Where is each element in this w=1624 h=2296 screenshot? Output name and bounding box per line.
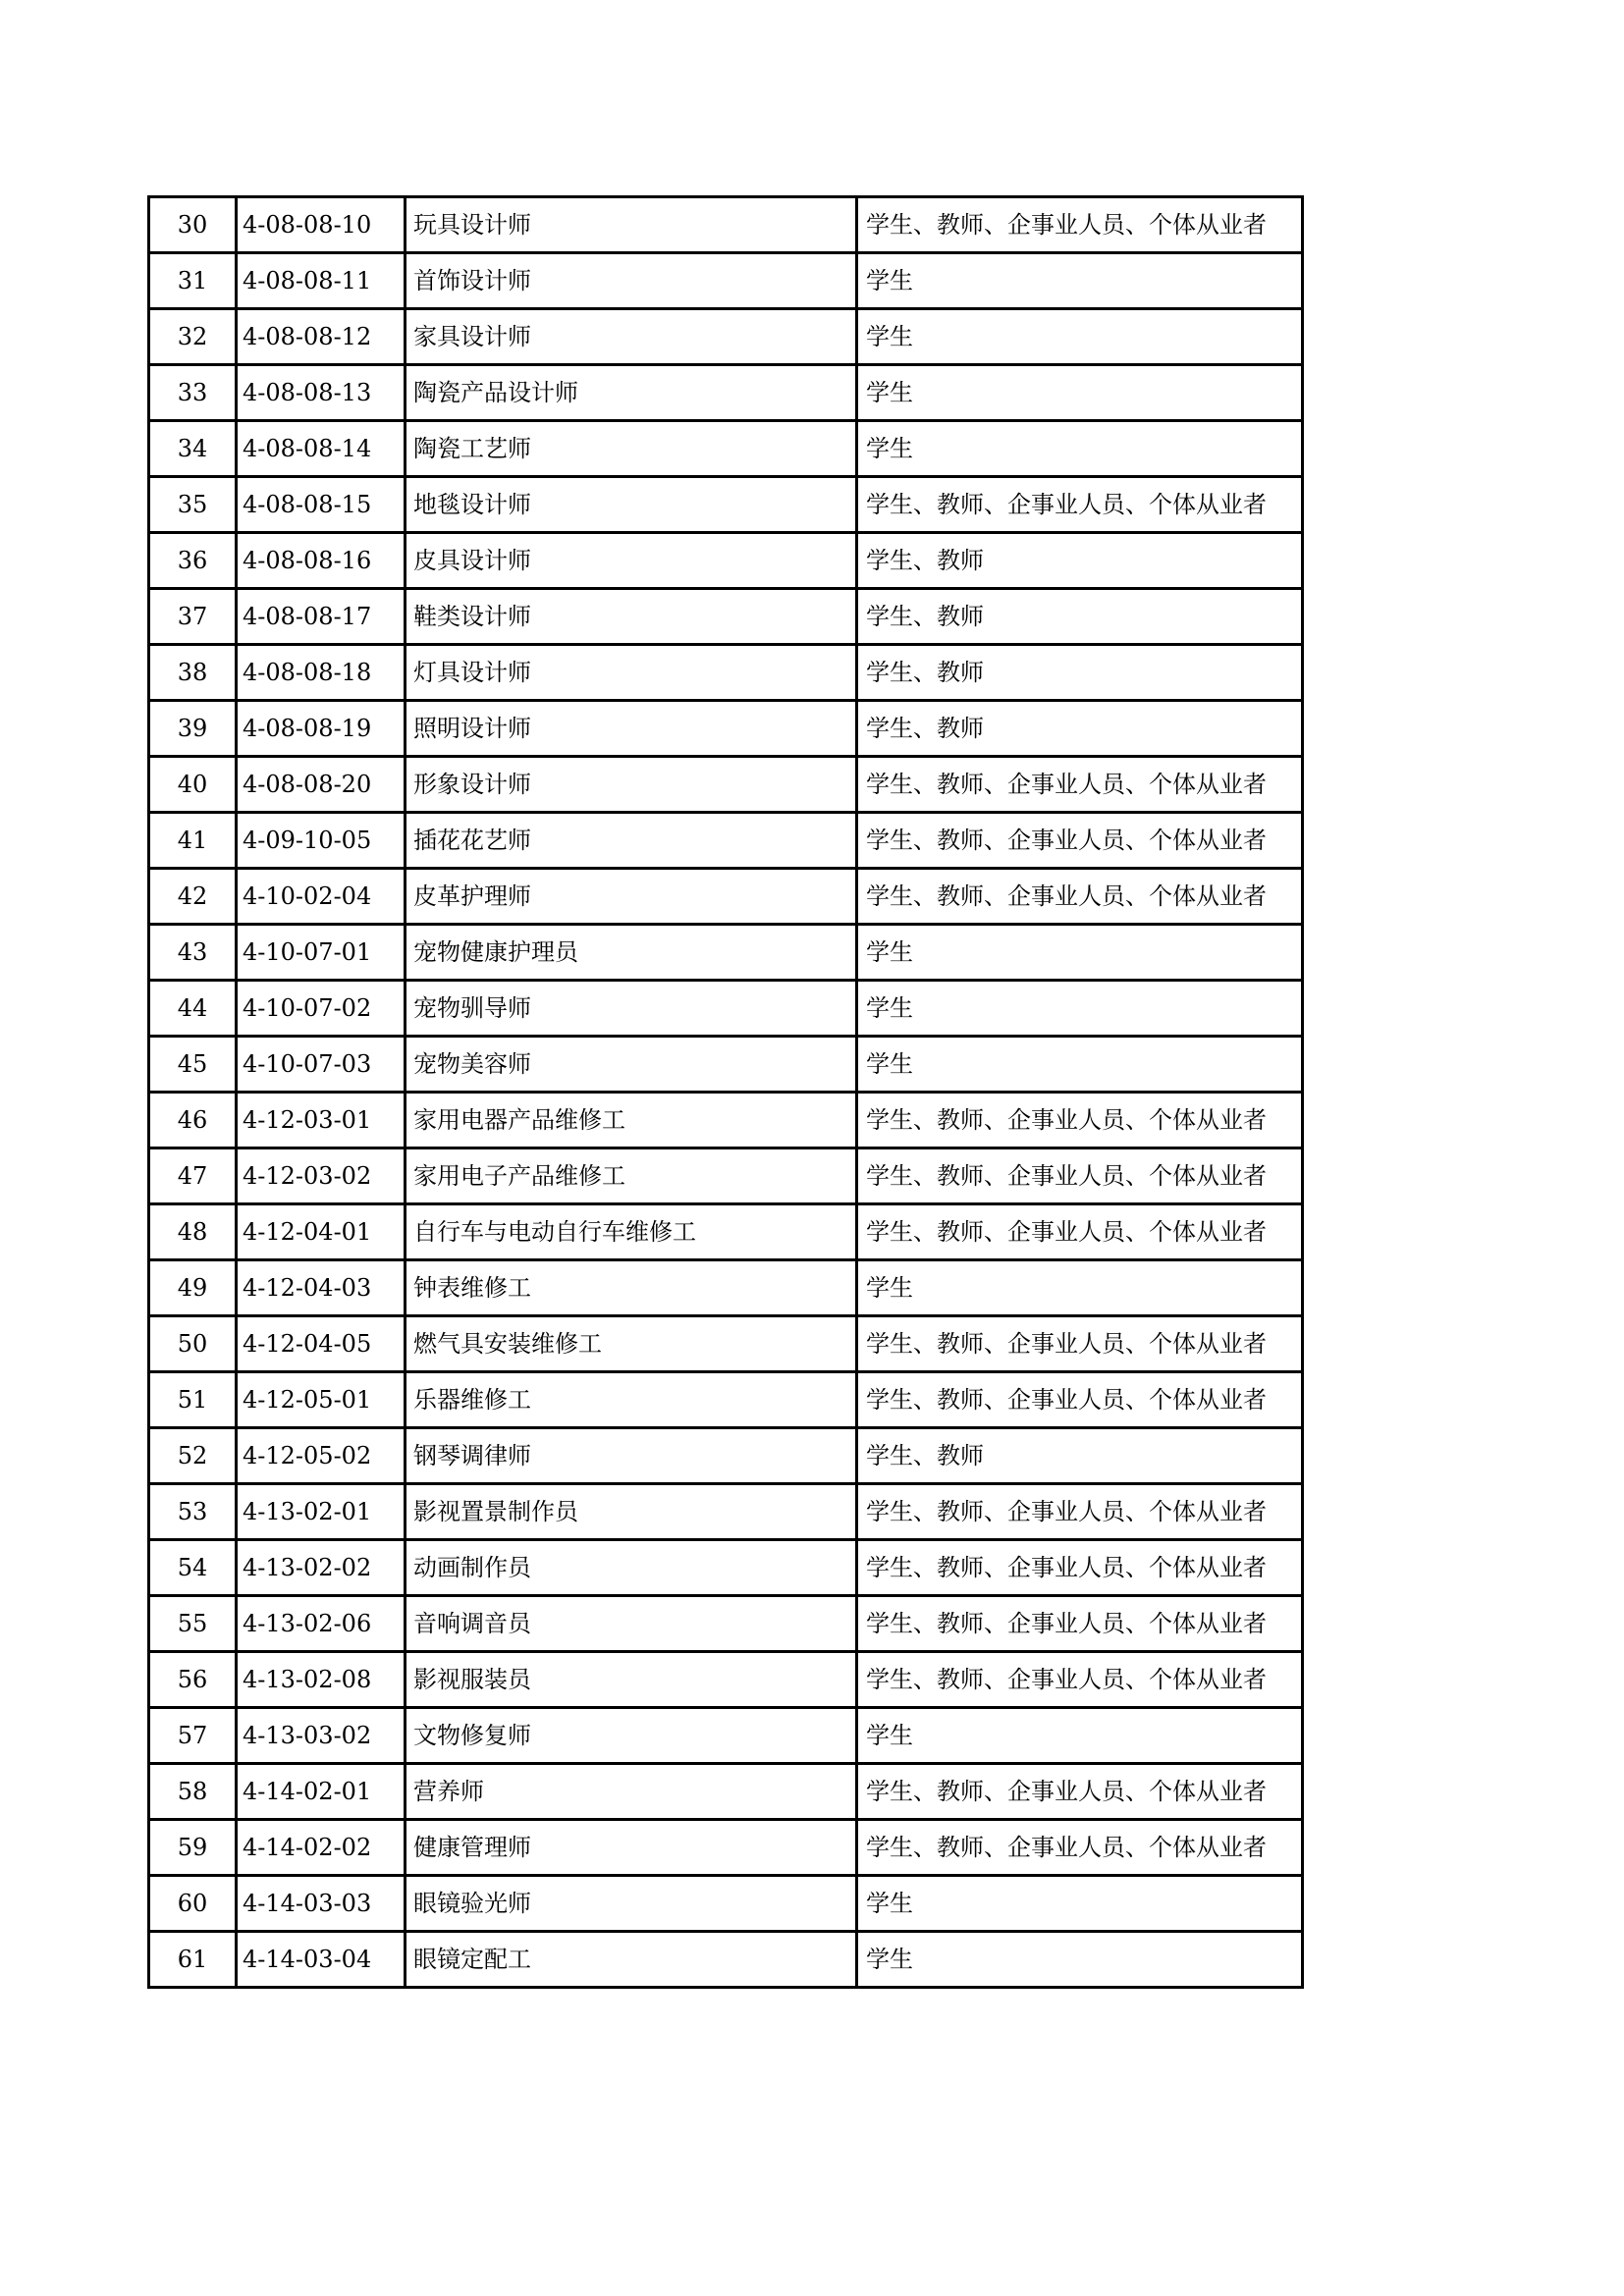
- occupation-name: 家具设计师: [406, 309, 857, 365]
- table-row: [149, 1316, 1303, 1372]
- eligible-groups: 学生: [857, 253, 1303, 309]
- occupation-name: 眼镜定配工: [406, 1932, 857, 1988]
- table-row: [149, 1148, 1303, 1204]
- occupation-name: 自行车与电动自行车维修工: [406, 1204, 857, 1260]
- occupation-code: 4-12-05-01: [237, 1372, 406, 1428]
- table-row: [149, 1540, 1303, 1596]
- eligible-groups: 学生: [857, 1932, 1303, 1988]
- eligible-groups: 学生、教师、企事业人员、个体从业者: [857, 1540, 1303, 1596]
- occupation-code: 4-08-08-18: [237, 645, 406, 701]
- occupation-name: 钟表维修工: [406, 1260, 857, 1316]
- table-row: [149, 1204, 1303, 1260]
- occupation-name: 地毯设计师: [406, 477, 857, 533]
- eligible-groups: 学生、教师、企事业人员、个体从业者: [857, 197, 1303, 253]
- table-row: [149, 645, 1303, 701]
- eligible-groups: 学生、教师、企事业人员、个体从业者: [857, 477, 1303, 533]
- occupation-name: 健康管理师: [406, 1820, 857, 1876]
- eligible-groups: 学生: [857, 421, 1303, 477]
- row-number: 45: [149, 1037, 237, 1093]
- occupation-code: 4-14-03-03: [237, 1876, 406, 1932]
- occupation-code: 4-13-02-06: [237, 1596, 406, 1652]
- occupation-code: 4-08-08-15: [237, 477, 406, 533]
- row-number: 54: [149, 1540, 237, 1596]
- eligible-groups: 学生: [857, 981, 1303, 1037]
- row-number: 51: [149, 1372, 237, 1428]
- eligible-groups: 学生、教师、企事业人员、个体从业者: [857, 813, 1303, 869]
- row-number: 36: [149, 533, 237, 589]
- row-number: 55: [149, 1596, 237, 1652]
- row-number: 42: [149, 869, 237, 925]
- occupation-name: 宠物驯导师: [406, 981, 857, 1037]
- eligible-groups: 学生、教师、企事业人员、个体从业者: [857, 1148, 1303, 1204]
- eligible-groups: 学生: [857, 365, 1303, 421]
- occupation-code: 4-14-02-02: [237, 1820, 406, 1876]
- row-number: 56: [149, 1652, 237, 1708]
- row-number: 35: [149, 477, 237, 533]
- eligible-groups: 学生、教师、企事业人员、个体从业者: [857, 1764, 1303, 1820]
- row-number: 34: [149, 421, 237, 477]
- row-number: 50: [149, 1316, 237, 1372]
- occupation-name: 燃气具安装维修工: [406, 1316, 857, 1372]
- occupation-code: 4-14-03-04: [237, 1932, 406, 1988]
- occupation-table: [147, 195, 1304, 1989]
- eligible-groups: 学生: [857, 925, 1303, 981]
- table-row: [149, 365, 1303, 421]
- occupation-name: 鞋类设计师: [406, 589, 857, 645]
- occupation-name: 营养师: [406, 1764, 857, 1820]
- eligible-groups: 学生、教师、企事业人员、个体从业者: [857, 1093, 1303, 1148]
- occupation-name: 皮革护理师: [406, 869, 857, 925]
- occupation-code: 4-08-08-11: [237, 253, 406, 309]
- eligible-groups: 学生、教师: [857, 645, 1303, 701]
- occupation-code: 4-14-02-01: [237, 1764, 406, 1820]
- occupation-code: 4-08-08-13: [237, 365, 406, 421]
- table-row: [149, 981, 1303, 1037]
- occupation-name: 照明设计师: [406, 701, 857, 757]
- occupation-table-body: [149, 197, 1303, 1988]
- eligible-groups: 学生、教师、企事业人员、个体从业者: [857, 1820, 1303, 1876]
- eligible-groups: 学生: [857, 1037, 1303, 1093]
- occupation-code: 4-12-03-01: [237, 1093, 406, 1148]
- row-number: 52: [149, 1428, 237, 1484]
- table-row: [149, 1093, 1303, 1148]
- row-number: 58: [149, 1764, 237, 1820]
- occupation-name: 形象设计师: [406, 757, 857, 813]
- occupation-name: 音响调音员: [406, 1596, 857, 1652]
- row-number: 59: [149, 1820, 237, 1876]
- occupation-code: 4-12-04-05: [237, 1316, 406, 1372]
- occupation-name: 灯具设计师: [406, 645, 857, 701]
- row-number: 41: [149, 813, 237, 869]
- occupation-name: 影视服装员: [406, 1652, 857, 1708]
- row-number: 30: [149, 197, 237, 253]
- eligible-groups: 学生: [857, 1260, 1303, 1316]
- eligible-groups: 学生、教师: [857, 589, 1303, 645]
- occupation-name: 宠物美容师: [406, 1037, 857, 1093]
- table-row: [149, 1932, 1303, 1988]
- occupation-name: 眼镜验光师: [406, 1876, 857, 1932]
- occupation-name: 影视置景制作员: [406, 1484, 857, 1540]
- eligible-groups: 学生、教师、企事业人员、个体从业者: [857, 757, 1303, 813]
- eligible-groups: 学生、教师: [857, 701, 1303, 757]
- occupation-code: 4-10-07-03: [237, 1037, 406, 1093]
- row-number: 33: [149, 365, 237, 421]
- table-row: [149, 813, 1303, 869]
- occupation-code: 4-09-10-05: [237, 813, 406, 869]
- table-row: [149, 421, 1303, 477]
- occupation-code: 4-08-08-19: [237, 701, 406, 757]
- eligible-groups: 学生: [857, 1708, 1303, 1764]
- row-number: 39: [149, 701, 237, 757]
- row-number: 44: [149, 981, 237, 1037]
- table-row: [149, 1260, 1303, 1316]
- eligible-groups: 学生: [857, 1876, 1303, 1932]
- table-row: [149, 1764, 1303, 1820]
- table-row: [149, 309, 1303, 365]
- eligible-groups: 学生、教师、企事业人员、个体从业者: [857, 1204, 1303, 1260]
- occupation-code: 4-13-02-08: [237, 1652, 406, 1708]
- row-number: 49: [149, 1260, 237, 1316]
- occupation-code: 4-08-08-14: [237, 421, 406, 477]
- table-row: [149, 869, 1303, 925]
- occupation-code: 4-08-08-20: [237, 757, 406, 813]
- table-row: [149, 1484, 1303, 1540]
- table-row: [149, 533, 1303, 589]
- table-row: [149, 1596, 1303, 1652]
- table-row: [149, 1037, 1303, 1093]
- eligible-groups: 学生、教师、企事业人员、个体从业者: [857, 869, 1303, 925]
- row-number: 38: [149, 645, 237, 701]
- occupation-name: 陶瓷工艺师: [406, 421, 857, 477]
- table-row: [149, 197, 1303, 253]
- occupation-code: 4-08-08-10: [237, 197, 406, 253]
- occupation-code: 4-10-02-04: [237, 869, 406, 925]
- table-row: [149, 1652, 1303, 1708]
- occupation-code: 4-10-07-01: [237, 925, 406, 981]
- occupation-code: 4-08-08-12: [237, 309, 406, 365]
- occupation-name: 玩具设计师: [406, 197, 857, 253]
- eligible-groups: 学生、教师: [857, 1428, 1303, 1484]
- occupation-code: 4-13-03-02: [237, 1708, 406, 1764]
- occupation-code: 4-12-04-03: [237, 1260, 406, 1316]
- occupation-name: 家用电器产品维修工: [406, 1093, 857, 1148]
- table-row: [149, 253, 1303, 309]
- table-row: [149, 1820, 1303, 1876]
- row-number: 48: [149, 1204, 237, 1260]
- row-number: 43: [149, 925, 237, 981]
- row-number: 31: [149, 253, 237, 309]
- row-number: 37: [149, 589, 237, 645]
- eligible-groups: 学生、教师、企事业人员、个体从业者: [857, 1372, 1303, 1428]
- eligible-groups: 学生、教师、企事业人员、个体从业者: [857, 1484, 1303, 1540]
- eligible-groups: 学生: [857, 309, 1303, 365]
- occupation-name: 文物修复师: [406, 1708, 857, 1764]
- occupation-name: 家用电子产品维修工: [406, 1148, 857, 1204]
- row-number: 61: [149, 1932, 237, 1988]
- occupation-code: 4-08-08-17: [237, 589, 406, 645]
- occupation-name: 皮具设计师: [406, 533, 857, 589]
- occupation-code: 4-10-07-02: [237, 981, 406, 1037]
- row-number: 47: [149, 1148, 237, 1204]
- table-row: [149, 757, 1303, 813]
- eligible-groups: 学生、教师: [857, 533, 1303, 589]
- row-number: 46: [149, 1093, 237, 1148]
- occupation-name: 插花花艺师: [406, 813, 857, 869]
- occupation-code: 4-12-05-02: [237, 1428, 406, 1484]
- occupation-name: 乐器维修工: [406, 1372, 857, 1428]
- table-row: [149, 1372, 1303, 1428]
- eligible-groups: 学生、教师、企事业人员、个体从业者: [857, 1652, 1303, 1708]
- occupation-code: 4-08-08-16: [237, 533, 406, 589]
- occupation-name: 钢琴调律师: [406, 1428, 857, 1484]
- row-number: 32: [149, 309, 237, 365]
- row-number: 57: [149, 1708, 237, 1764]
- occupation-code: 4-12-04-01: [237, 1204, 406, 1260]
- occupation-code: 4-12-03-02: [237, 1148, 406, 1204]
- occupation-name: 宠物健康护理员: [406, 925, 857, 981]
- table-row: [149, 1876, 1303, 1932]
- occupation-name: 动画制作员: [406, 1540, 857, 1596]
- table-row: [149, 1428, 1303, 1484]
- row-number: 53: [149, 1484, 237, 1540]
- occupation-name: 首饰设计师: [406, 253, 857, 309]
- table-row: [149, 589, 1303, 645]
- occupation-name: 陶瓷产品设计师: [406, 365, 857, 421]
- eligible-groups: 学生、教师、企事业人员、个体从业者: [857, 1316, 1303, 1372]
- table-row: [149, 701, 1303, 757]
- eligible-groups: 学生、教师、企事业人员、个体从业者: [857, 1596, 1303, 1652]
- occupation-code: 4-13-02-01: [237, 1484, 406, 1540]
- row-number: 60: [149, 1876, 237, 1932]
- table-row: [149, 1708, 1303, 1764]
- table-row: [149, 925, 1303, 981]
- row-number: 40: [149, 757, 237, 813]
- table-row: [149, 477, 1303, 533]
- occupation-code: 4-13-02-02: [237, 1540, 406, 1596]
